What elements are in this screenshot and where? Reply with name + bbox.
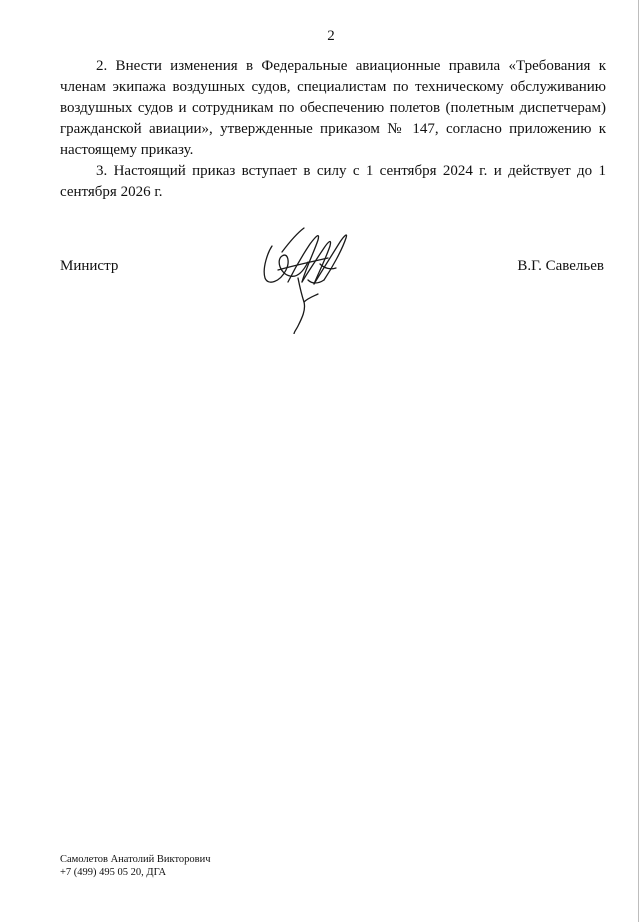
executor-footer (60, 853, 211, 879)
signatory-title: Министр (60, 258, 119, 274)
document-body (60, 56, 606, 203)
page-number: 2 (327, 28, 335, 44)
page-edge (638, 0, 639, 922)
executor-name: Самолетов Анатолий Викторович (60, 854, 211, 865)
signatory-name: В.Г. Савельев (517, 258, 604, 274)
paragraph-item-3: 3. Настоящий приказ вступает в силу с 1 сентября 2024 г. и действует до 1 сентября 2026 г. (60, 163, 606, 200)
paragraph-item-2: 2. Внести изменения в Федеральные авиационные правила «Требования к членам экипажа воздушных судов, специалистам по техническому обслуживанию воздушных судов и сотрудникам по обеспечению полетов (полетным диспетчерам) гражданской авиации», утвержденные приказом № 147, согласно приложению к настоящему приказу. (60, 58, 606, 158)
executor-contact: +7 (499) 495 05 20, ДГА (60, 867, 167, 878)
handwritten-signature (258, 222, 358, 334)
